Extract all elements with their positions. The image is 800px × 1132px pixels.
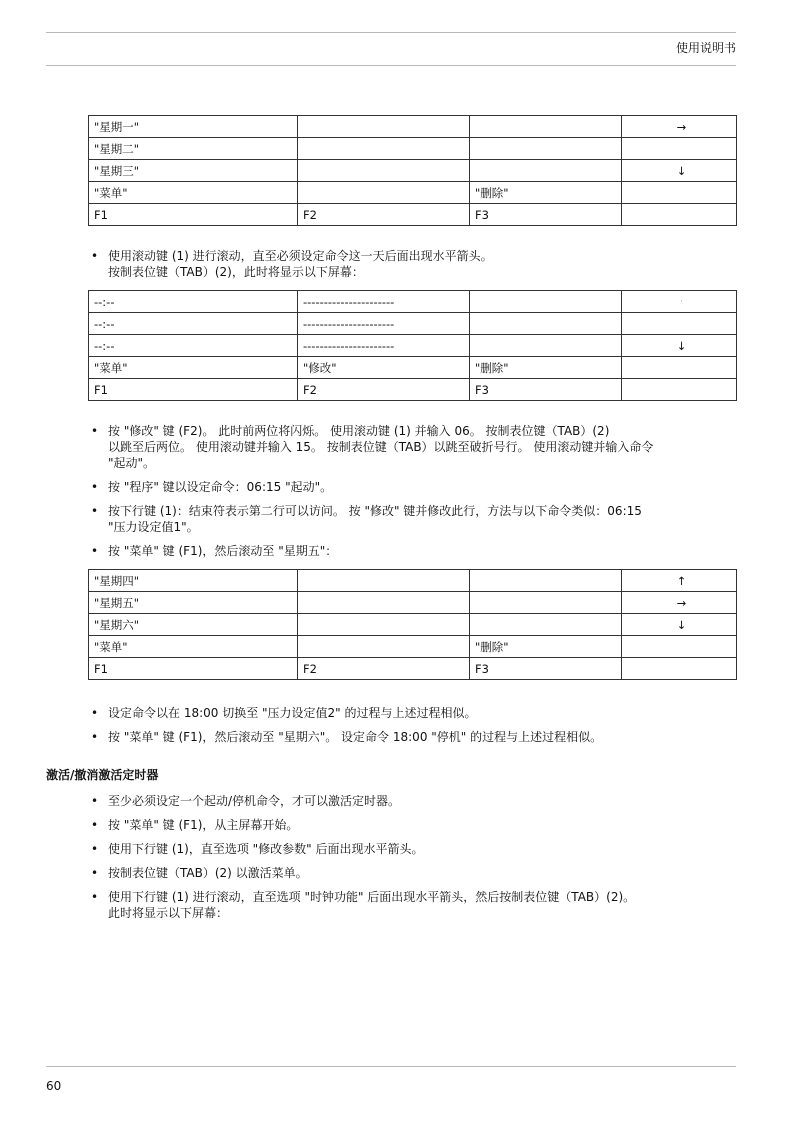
bullet-line: • 设定命令以在 18:00 切换至 "压力设定值2" 的过程与上述过程相似。 xyxy=(108,706,477,720)
screen-table-days-2 xyxy=(88,569,737,680)
bullet-item xyxy=(88,865,736,881)
table-cell: "菜单" xyxy=(89,182,298,204)
bullet-line: • 按下行键 (1)：结束符表示第二行可以访问。 按 "修改" 键并修改此行，方法与以下命令类似：06:15 xyxy=(108,504,642,518)
bullet-line: • 使用下行键 (1)，直至选项 "修改参数" 后面出现水平箭头。 xyxy=(108,842,424,856)
table-cell xyxy=(470,291,622,313)
cursor-arrow-cell: ↓ xyxy=(622,160,737,182)
table-row xyxy=(89,204,737,226)
table-cell xyxy=(470,592,622,614)
table-cell: --:-- xyxy=(89,291,298,313)
table-row xyxy=(89,138,737,160)
table-cell: F3 xyxy=(470,379,622,401)
header-title: 使用说明书 xyxy=(675,41,736,55)
bullet-line: 按制表位键（TAB）(2)，此时将显示以下屏幕： xyxy=(108,265,364,279)
cursor-arrow-cell xyxy=(622,658,737,680)
table-cell: ---------------------- xyxy=(298,313,470,335)
table-row xyxy=(89,116,737,138)
bullet-item xyxy=(88,248,736,280)
table-cell xyxy=(298,160,470,182)
table-cell: F2 xyxy=(298,204,470,226)
cursor-arrow-cell: ↓ xyxy=(622,335,737,357)
cursor-arrow-cell xyxy=(622,313,737,335)
bullet-item xyxy=(88,817,736,833)
bullet-line: • 按 "修改" 键 (F2)。 此时前两位将闪烁。 使用滚动键 (1) 并输入 06。 按制表位键（TAB）(2) xyxy=(108,424,610,438)
table-cell: --:-- xyxy=(89,335,298,357)
table-cell xyxy=(470,614,622,636)
table-row xyxy=(89,379,737,401)
table-cell xyxy=(298,116,470,138)
cursor-arrow-cell: · xyxy=(622,291,737,313)
table-cell: "星期六" xyxy=(89,614,298,636)
bullet-line: • 按制表位键（TAB）(2) 以激活菜单。 xyxy=(108,866,308,880)
page-number: 60 xyxy=(46,1079,62,1093)
cursor-arrow-cell xyxy=(622,204,737,226)
table-cell: "修改" xyxy=(298,357,470,379)
table-cell: "星期四" xyxy=(89,570,298,592)
table-row xyxy=(89,291,737,313)
table-row xyxy=(89,160,737,182)
bullet-list-4 xyxy=(88,793,736,929)
table-row xyxy=(89,636,737,658)
table-row xyxy=(89,592,737,614)
table-cell: F1 xyxy=(89,204,298,226)
table-cell xyxy=(470,160,622,182)
bullet-line: • 按 "菜单" 键 (F1)，然后滚动至 "星期六"。 设定命令 18:00 "停机" 的过程与上述过程相似。 xyxy=(108,730,603,744)
table-cell: "删除" xyxy=(470,182,622,204)
bullet-line: 此时将显示以下屏幕： xyxy=(108,906,229,920)
bullet-list-2 xyxy=(88,423,736,567)
table-cell xyxy=(470,313,622,335)
table-cell: F1 xyxy=(89,658,298,680)
table-cell: "菜单" xyxy=(89,357,298,379)
bullet-item xyxy=(88,793,736,809)
bullet-item xyxy=(88,841,736,857)
table-cell: ---------------------- xyxy=(298,335,470,357)
header-rule-top xyxy=(46,32,736,33)
bullet-line: • 按 "菜单" 键 (F1)，从主屏幕开始。 xyxy=(108,818,299,832)
bullet-line: • 按 "菜单" 键 (F1)，然后滚动至 "星期五"： xyxy=(108,544,338,558)
bullet-line: • 使用下行键 (1) 进行滚动，直至选项 "时钟功能" 后面出现水平箭头，然后按制表位键（TAB）(2)。 xyxy=(108,890,636,904)
table-row xyxy=(89,570,737,592)
bullet-line: 以跳至后两位。 使用滚动键并输入 15。 按制表位键（TAB）以跳至破折号行。 使用滚动键并输入命令 xyxy=(108,440,654,454)
table-cell: "菜单" xyxy=(89,636,298,658)
cursor-arrow-cell xyxy=(622,636,737,658)
table-cell xyxy=(470,570,622,592)
bullet-line: • 按 "程序" 键以设定命令：06:15 "起动"。 xyxy=(108,480,333,494)
table-row xyxy=(89,658,737,680)
bullet-line: • 使用滚动键 (1) 进行滚动，直至必须设定命令这一天后面出现水平箭头。 xyxy=(108,249,493,263)
footer-rule xyxy=(46,1066,736,1067)
table-cell: "星期一" xyxy=(89,116,298,138)
table-row xyxy=(89,182,737,204)
table-cell xyxy=(298,570,470,592)
table-cell: "删除" xyxy=(470,636,622,658)
bullet-line: "起动"。 xyxy=(108,456,156,470)
cursor-arrow-cell xyxy=(622,138,737,160)
table-cell xyxy=(470,138,622,160)
section-title: 激活/撤消激活定时器 xyxy=(46,768,159,782)
bullet-list-3 xyxy=(88,705,736,753)
table-cell: F3 xyxy=(470,658,622,680)
table-cell: F2 xyxy=(298,379,470,401)
table-cell: --:-- xyxy=(89,313,298,335)
cursor-arrow-cell: → xyxy=(622,592,737,614)
table-cell: "星期三" xyxy=(89,160,298,182)
bullet-line: "压力设定值1"。 xyxy=(108,520,199,534)
bullet-line: • 至少必须设定一个起动/停机命令，才可以激活定时器。 xyxy=(108,794,401,808)
table-row xyxy=(89,335,737,357)
table-cell xyxy=(298,614,470,636)
table-cell: F3 xyxy=(470,204,622,226)
screen-table-commands xyxy=(88,290,737,401)
cursor-arrow-cell xyxy=(622,357,737,379)
table-row xyxy=(89,313,737,335)
bullet-item xyxy=(88,503,736,535)
table-cell: "星期二" xyxy=(89,138,298,160)
cursor-arrow-cell xyxy=(622,182,737,204)
bullet-item xyxy=(88,479,736,495)
table-cell xyxy=(298,592,470,614)
bullet-item xyxy=(88,543,736,559)
table-row xyxy=(89,357,737,379)
cursor-arrow-cell: ↑ xyxy=(622,570,737,592)
header-rule-bottom xyxy=(46,65,736,66)
table-cell xyxy=(298,636,470,658)
table-cell xyxy=(298,182,470,204)
cursor-arrow-cell xyxy=(622,379,737,401)
cursor-arrow-cell: ↓ xyxy=(622,614,737,636)
bullet-list-1 xyxy=(88,248,736,288)
table-cell: "删除" xyxy=(470,357,622,379)
bullet-item xyxy=(88,423,736,471)
table-cell: F2 xyxy=(298,658,470,680)
table-cell: F1 xyxy=(89,379,298,401)
bullet-item xyxy=(88,889,736,921)
table-cell xyxy=(470,116,622,138)
bullet-item xyxy=(88,729,736,745)
table-row xyxy=(89,614,737,636)
table-cell xyxy=(298,138,470,160)
table-cell: "星期五" xyxy=(89,592,298,614)
table-cell: ---------------------- xyxy=(298,291,470,313)
screen-table-days xyxy=(88,115,737,226)
bullet-item xyxy=(88,705,736,721)
table-cell xyxy=(470,335,622,357)
cursor-arrow-cell: → xyxy=(622,116,737,138)
